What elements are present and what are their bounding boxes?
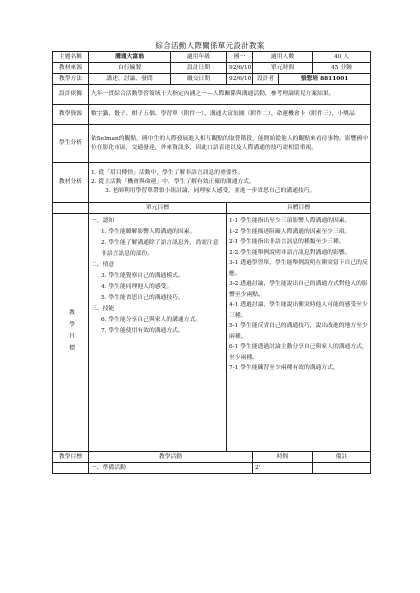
specific-goal-item: 1-1 學生能指出至少三項影響人際溝通的因素。 — [229, 218, 351, 224]
analysis-item: 1. 從「眉目傳情」活動中，學生了解非語言訊息的重要性。 — [91, 170, 244, 176]
grade-label: 適用年級 — [171, 52, 227, 63]
unit-time-label: 單元時間 — [253, 63, 313, 74]
unit-goal-head: 一、認知 — [91, 218, 115, 224]
time-header: 時間 — [253, 452, 313, 463]
designer-value: 張惣培 8811001 — [279, 74, 371, 85]
theme-label: 主題名稱 — [53, 52, 89, 63]
info-row-3 — [53, 74, 371, 85]
specific-goal-item: 1-2 學生能描述阻礙人際溝通的因素至少三項。 — [229, 228, 351, 235]
activity-header: 教學活動 — [89, 452, 253, 463]
unit-time-value: 45 分鐘 — [313, 63, 371, 74]
students-text: 依Selman的觀點，國中生的人際發展進入相互觀點的取替階段，能開始從他人的觀點來看待事物。影響國中位在影化市區，交通發達，外來資訊多，因此口語表達以及人際溝通的技巧需相當重視。 — [89, 125, 371, 163]
method-value: 講述、討論、發問 — [89, 74, 171, 85]
resources-text: 數字籤、骰子、棋子五個、學習單（附件一）、溝通大富翁圖（附件二）、命運機會卡（附件三）、小獎品 — [89, 105, 371, 125]
unit-goal-header: 單元目標 — [89, 203, 227, 214]
analysis-item: 2. 從主活動「機會與命運」中，學生了解有效正確的溝通方式。 — [91, 179, 255, 185]
analysis-label: 教材分析 — [53, 163, 89, 203]
persons-label: 適用人數 — [253, 52, 313, 63]
activity-header-row — [53, 452, 371, 463]
info-row-1 — [53, 52, 371, 63]
activity-goal-header: 教學目標 — [53, 452, 89, 463]
lesson-plan-table — [52, 51, 371, 474]
unit-goal-item: 7. 學生能使用有效的溝通方式。 — [101, 328, 184, 334]
specific-goal-item: 2-2 學生能舉例說明非語言訊息對溝通的影響。 — [229, 249, 351, 256]
note-cell — [313, 463, 371, 474]
design-date-label: 設計日期 — [171, 63, 227, 74]
specific-goal-item: 2-1 學生能指出非語言訊息的種類至少三種。 — [229, 239, 345, 245]
goals-header-row — [53, 203, 371, 214]
activity-cell: 一、準備活動 — [89, 463, 253, 474]
analysis-list — [89, 163, 371, 203]
grade-value: 國一 — [227, 52, 253, 63]
activity-goal-cell — [53, 463, 89, 474]
specific-goal-item: 7-1 學生能練習至少兩種有效的溝通方式。 — [229, 365, 339, 371]
goals-header-blank — [53, 203, 89, 214]
specific-goal-item: 5-1 學生能反省自己的溝通技巧，說出改進的地方至少兩種。 — [229, 323, 368, 340]
unit-goal-head: 三、技能 — [91, 306, 115, 312]
persons-value: 40 人 — [313, 52, 371, 63]
info-row-2 — [53, 63, 371, 74]
specific-goal-item: 4-1 透過討論，學生能說出衝突時他人可能的感受至少三種。 — [229, 302, 368, 319]
students-label: 學生分析 — [53, 125, 89, 163]
unit-goal-item: 6. 學生能分享自己與家人的溝通方式。 — [101, 317, 202, 323]
unit-goals-cell — [89, 214, 227, 452]
unit-goal-head: 二、情意 — [91, 262, 115, 268]
submit-date-label: 繳交日期 — [171, 74, 227, 85]
goals-body-row — [53, 214, 371, 452]
resources-row — [53, 105, 371, 125]
unit-goal-item: 3. 學生能覺察自己的溝通模式。 — [101, 273, 184, 279]
unit-goal-item: 2. 學生能了解溝通除了語言訊息外，尚需注意非語言訊息的部份。 — [101, 240, 219, 257]
specific-goal-item: 3-2 透過討論，學生能說出自己的溝通方式對他人的影響至少兩點。 — [229, 281, 368, 298]
unit-goal-item: 1. 學生能瞭解影響人際溝通的因素。 — [101, 229, 196, 235]
source-label: 教材來源 — [53, 63, 89, 74]
specific-goals-cell — [227, 214, 371, 452]
source-value: 自行編製 — [89, 63, 171, 74]
students-row — [53, 125, 371, 163]
analysis-row — [53, 163, 371, 203]
note-header: 備註 — [313, 452, 371, 463]
resources-label: 教學資源 — [53, 105, 89, 125]
unit-goal-item: 5. 學生能省思自己的溝通技巧。 — [101, 295, 184, 301]
specific-goal-item: 3-1 透過學習單，學生能舉例說明在衝突當下自己的反應。 — [229, 260, 368, 277]
designer-label: 設計者 — [253, 74, 279, 85]
rationale-row — [53, 85, 371, 105]
submit-date-value: 92/6/10 — [227, 74, 253, 85]
theme-value: 溝通大富翁 — [89, 52, 171, 63]
rationale-label: 設計依據 — [53, 85, 89, 105]
rationale-text: 九年一貫綜合活動學習領域十大指定內涵之一—人際關係與溝通活動，參考理論則見方案結果。 — [89, 85, 371, 105]
unit-goal-item: 4. 學生能同理他人的感受。 — [101, 284, 173, 290]
method-label: 教學方法 — [53, 74, 89, 85]
teaching-goal-label: 教學目標 — [53, 214, 89, 452]
time-cell: 2' — [253, 463, 313, 474]
activity-row — [53, 463, 371, 474]
specific-goal-item: 6-1 學生能透過討論主動分享自己與家人的溝通方式，至少兩種。 — [229, 344, 368, 361]
design-date-value: 92/6/10 — [227, 63, 253, 74]
document-title: 綜合活動人際關係單元設計教案 — [155, 41, 265, 50]
analysis-item: 3. 老師利用學習單帶領小組討論，同理家人感受，並進一步省思自己的溝通技巧。 — [105, 188, 316, 194]
specific-goal-header: 具體目標 — [227, 203, 371, 214]
